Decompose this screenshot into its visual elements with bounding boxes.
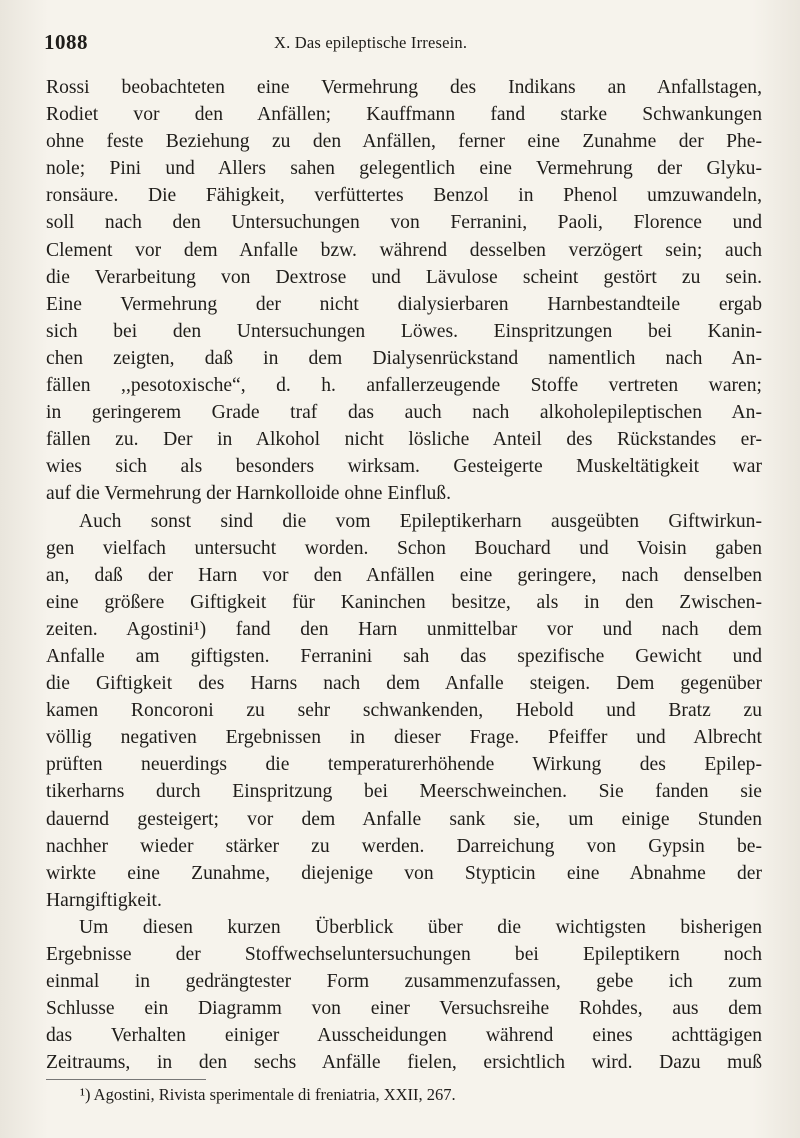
text-line: fällen zu. Der in Alkohol nicht lösliche Anteil des Rückstandes er- <box>46 429 762 451</box>
text-line: nachher wieder stärker zu werden. Darreichung von Gypsin be- <box>46 835 762 857</box>
text-line: Harngiftigkeit. <box>46 889 162 911</box>
page-number: 1088 <box>44 30 88 54</box>
text-line: Anfalle am giftigsten. Ferranini sah das spezifische Gewicht und <box>46 645 762 667</box>
text-line: zeiten. Agostini¹) fand den Harn unmittelbar vor und nach dem <box>46 618 762 640</box>
text-line: Auch sonst sind die vom Epileptikerharn ausgeübten Giftwirkun- <box>79 510 762 532</box>
text-line: kamen Roncoroni zu sehr schwankenden, Hebold und Bratz zu <box>46 700 762 722</box>
running-head: X. Das epileptische Irresein. <box>274 33 468 52</box>
text-line: Rossi beobachteten eine Vermehrung des Indikans an Anfallstagen, <box>46 77 762 98</box>
text-line: gen vielfach untersucht worden. Schon Bouchard und Voisin gaben <box>46 537 762 559</box>
text-line: Schlusse ein Diagramm von einer Versuchsreihe Rohdes, aus dem <box>46 998 762 1020</box>
text-line: Ergebnisse der Stoffwechseluntersuchungen bei Epileptikern noch <box>46 944 762 965</box>
text-line: soll nach den Untersuchungen von Ferranini, Paoli, Florence und <box>46 212 762 234</box>
body-text <box>46 74 762 1076</box>
text-line: dauernd gesteigert; vor dem Anfalle sank sie, um einige Stunden <box>46 808 762 830</box>
text-line: Um diesen kurzen Überblick über die wichtigsten bisherigen <box>79 916 762 938</box>
text-line: fällen ,,pesotoxische“, d. h. anfallerzeugende Stoffe vertreten waren; <box>46 375 762 397</box>
text-line: das Verhalten einiger Ausscheidungen während eines achttägigen <box>46 1025 762 1047</box>
text-line: völlig negativen Ergebnissen in dieser Frage. Pfeiffer und Albrecht <box>46 727 762 749</box>
text-line: wirkte eine Zunahme, diejenige von Stypticin eine Abnahme der <box>46 862 762 884</box>
page-header <box>44 30 760 60</box>
text-line: die Giftigkeit des Harns nach dem Anfalle steigen. Dem gegenüber <box>46 673 762 695</box>
text-line: wies sich als besonders wirksam. Gesteigerte Muskeltätigkeit war <box>46 456 762 478</box>
text-line: ronsäure. Die Fähigkeit, verfüttertes Benzol in Phenol umzuwandeln, <box>46 185 762 207</box>
text-line: Clement vor dem Anfalle bzw. während desselben verzögert sein; auch <box>46 239 762 261</box>
text-line: prüften neuerdings die temperaturerhöhende Wirkung des Epilep- <box>46 754 762 776</box>
footnote-divider <box>46 1079 206 1080</box>
text-line: eine größere Giftigkeit für Kaninchen besitze, als in den Zwischen- <box>46 591 762 613</box>
text-line: nole; Pini und Allers sahen gelegentlich eine Vermehrung der Glyku- <box>46 158 762 180</box>
text-line: einmal in gedrängtester Form zusammenzufassen, gebe ich zum <box>46 971 762 993</box>
text-line: die Verarbeitung von Dextrose und Lävulose scheint gestört zu sein. <box>46 266 762 288</box>
text-line: ohne feste Beziehung zu den Anfällen, ferner eine Zunahme der Phe- <box>46 131 762 153</box>
text-line: auf die Vermehrung der Harnkolloide ohne Einfluß. <box>46 483 452 505</box>
text-line: tikerharns durch Einspritzung bei Meerschweinchen. Sie fanden sie <box>46 781 762 803</box>
text-line: in geringerem Grade traf das auch nach alkoholepileptischen An- <box>46 402 762 424</box>
footnote: ¹) Agostini, Rivista sperimentale di freniatria, XXII, 267. <box>80 1085 456 1104</box>
text-line: chen zeigten, daß in dem Dialysenrückstand namentlich nach An- <box>46 347 762 369</box>
text-line: sich bei den Untersuchungen Löwes. Einspritzungen bei Kanin- <box>46 320 762 342</box>
text-line: an, daß der Harn vor den Anfällen eine geringere, nach denselben <box>46 564 762 586</box>
text-line: Eine Vermehrung der nicht dialysierbaren Harnbestandteile ergab <box>46 293 762 315</box>
text-line: Zeitraums, in den sechs Anfälle fielen, ersichtlich wird. Dazu muß <box>46 1052 762 1074</box>
text-line: Rodiet vor den Anfällen; Kauffmann fand starke Schwankungen <box>46 104 762 126</box>
